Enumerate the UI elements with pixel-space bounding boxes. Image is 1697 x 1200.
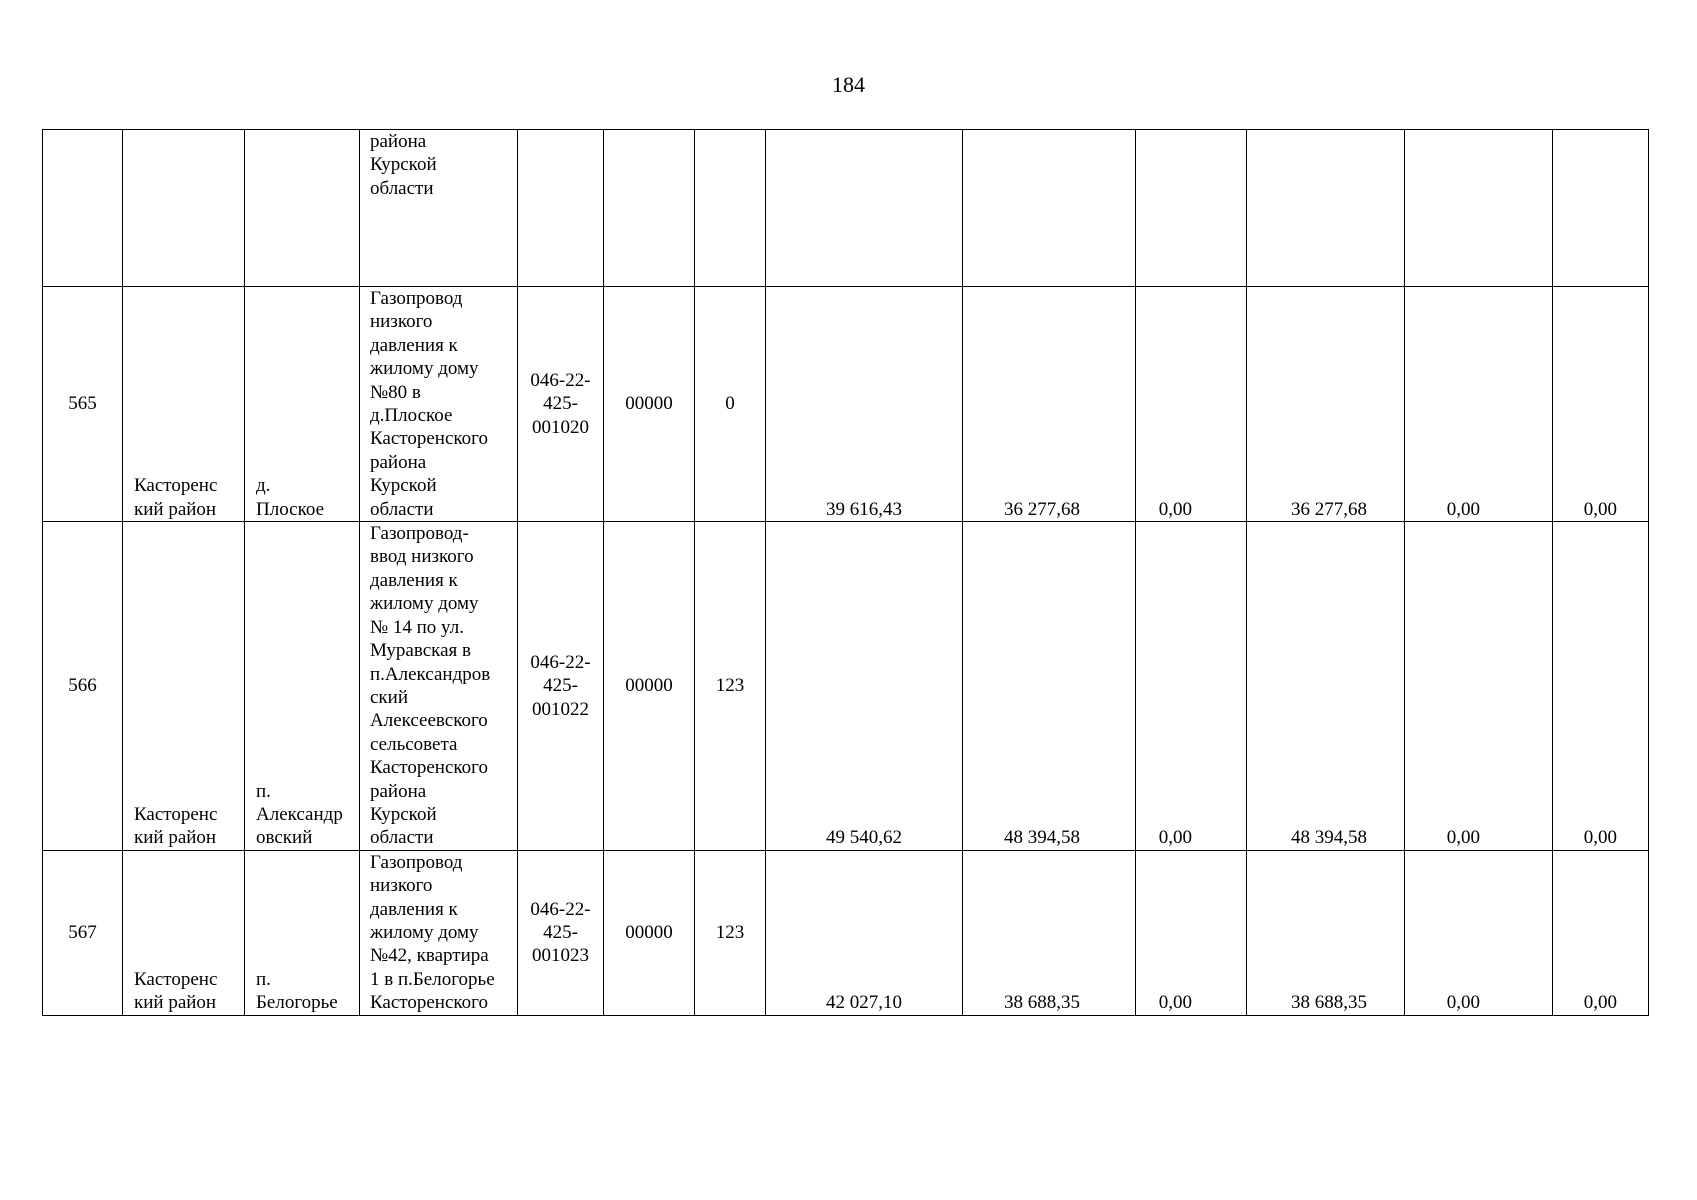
table-row-continuation bbox=[43, 130, 1649, 287]
cell-value-6 bbox=[1553, 130, 1649, 287]
cell-settlement bbox=[245, 130, 360, 287]
cell-value-5: 0,00 bbox=[1405, 287, 1553, 522]
cell-col6: 00000 bbox=[604, 850, 695, 1015]
cell-value-6: 0,00 bbox=[1553, 287, 1649, 522]
cell-col6 bbox=[604, 130, 695, 287]
cell-value-2: 38 688,35 bbox=[963, 850, 1136, 1015]
cell-value-4: 38 688,35 bbox=[1247, 850, 1405, 1015]
cell-description: Газопровод низкого давления к жилому дому №80 в д.Плоское Касторенского района Курской области bbox=[360, 287, 518, 522]
cell-num bbox=[43, 130, 123, 287]
table-row bbox=[43, 287, 1649, 522]
cell-col6: 00000 bbox=[604, 522, 695, 851]
cell-settlement: п. Белогорье bbox=[245, 850, 360, 1015]
cell-value-2: 48 394,58 bbox=[963, 522, 1136, 851]
cell-value-1 bbox=[766, 130, 963, 287]
cell-code: 046-22- 425- 001023 bbox=[518, 850, 604, 1015]
cell-description: Газопровод низкого давления к жилому дому №42, квартира 1 в п.Белогорье Касторенского bbox=[360, 850, 518, 1015]
cell-num: 565 bbox=[43, 287, 123, 522]
cell-settlement: п. Александр овский bbox=[245, 522, 360, 851]
cell-value-6: 0,00 bbox=[1553, 522, 1649, 851]
cell-district: Касторенс кий район bbox=[123, 287, 245, 522]
cell-num: 566 bbox=[43, 522, 123, 851]
cell-col7: 123 bbox=[695, 850, 766, 1015]
cell-value-3: 0,00 bbox=[1136, 850, 1247, 1015]
cell-value-3: 0,00 bbox=[1136, 522, 1247, 851]
cell-value-4: 48 394,58 bbox=[1247, 522, 1405, 851]
cell-value-1: 39 616,43 bbox=[766, 287, 963, 522]
cell-value-5: 0,00 bbox=[1405, 850, 1553, 1015]
cell-value-5: 0,00 bbox=[1405, 522, 1553, 851]
cell-code bbox=[518, 130, 604, 287]
cell-value-1: 42 027,10 bbox=[766, 850, 963, 1015]
cell-num: 567 bbox=[43, 850, 123, 1015]
cell-code: 046-22- 425- 001022 bbox=[518, 522, 604, 851]
cell-value-5 bbox=[1405, 130, 1553, 287]
cell-col7: 123 bbox=[695, 522, 766, 851]
cell-description: района Курской области bbox=[360, 130, 518, 287]
cell-value-6: 0,00 bbox=[1553, 850, 1649, 1015]
table-row bbox=[43, 522, 1649, 851]
cell-district: Касторенс кий район bbox=[123, 522, 245, 851]
cell-code: 046-22- 425- 001020 bbox=[518, 287, 604, 522]
cell-col7: 0 bbox=[695, 287, 766, 522]
cell-district: Касторенс кий район bbox=[123, 850, 245, 1015]
cell-value-3: 0,00 bbox=[1136, 287, 1247, 522]
cell-value-1: 49 540,62 bbox=[766, 522, 963, 851]
cell-district bbox=[123, 130, 245, 287]
cell-value-2: 36 277,68 bbox=[963, 287, 1136, 522]
cell-col7 bbox=[695, 130, 766, 287]
cell-description: Газопровод- ввод низкого давления к жилому дому № 14 по ул. Муравская в п.Александров ский Алексеевского сельсовета Касторенского района Курской области bbox=[360, 522, 518, 851]
table-row bbox=[43, 850, 1649, 1015]
cell-col6: 00000 bbox=[604, 287, 695, 522]
page-number: 184 bbox=[832, 72, 865, 97]
cell-value-3 bbox=[1136, 130, 1247, 287]
cell-value-4: 36 277,68 bbox=[1247, 287, 1405, 522]
registry-table bbox=[42, 129, 1649, 1016]
cell-value-4 bbox=[1247, 130, 1405, 287]
cell-settlement: д. Плоское bbox=[245, 287, 360, 522]
cell-value-2 bbox=[963, 130, 1136, 287]
